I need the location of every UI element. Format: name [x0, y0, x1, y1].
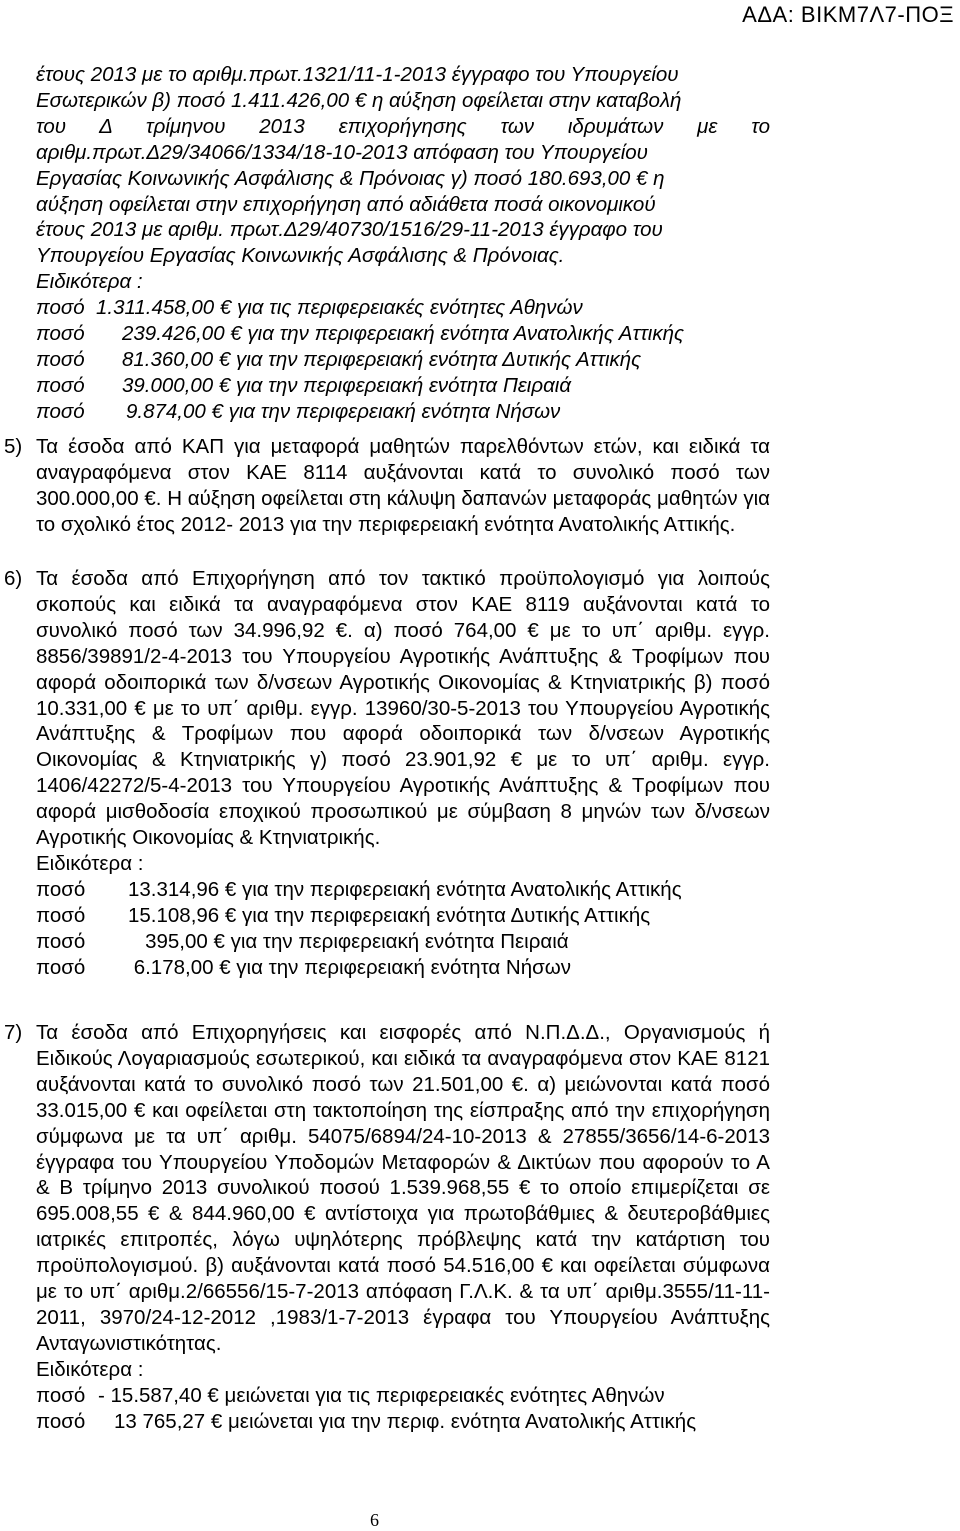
amount-row — [36, 929, 770, 955]
intro-line: Εσωτερικών β) ποσό 1.411.426,00 € η αύξηση οφείλεται στην καταβολή — [36, 88, 682, 112]
section-number: 5) — [4, 435, 23, 458]
intro-line: αριθμ.πρωτ.Δ29/34066/1334/18-10-2013 απόφαση του Υπουργείου — [36, 140, 648, 164]
amount-label: ποσό — [36, 903, 86, 927]
intro-line: του Δ τρίμηνου 2013 επιχορήγησης των ιδρυμάτων με το — [36, 114, 770, 138]
section-7 — [4, 1020, 770, 1435]
amount-row — [36, 399, 770, 425]
amount-row — [36, 903, 770, 929]
amount-text: 39.000,00 € για την περιφερειακή ενότητα Πειραιά — [122, 373, 572, 397]
section-number: 7) — [4, 1021, 23, 1044]
amount-row — [36, 955, 770, 981]
amount-text: 13.314,96 € για την περιφερειακή ενότητα Ανατολικής Αττικής — [128, 877, 682, 901]
amount-text: 81.360,00 € για την περιφερειακή ενότητα Δυτικής Αττικής — [122, 347, 642, 371]
breakdown-heading: Ειδικότερα : — [36, 1357, 144, 1381]
page-number: 6 — [370, 1510, 379, 1530]
ada-header: ΑΔΑ: ΒΙΚΜ7Λ7-ΠΟΞ — [742, 2, 954, 27]
amount-row — [36, 1409, 770, 1435]
amount-row — [36, 321, 770, 347]
section-text: Τα έσοδα από Επιχορηγήσεις και εισφορές από Ν.Π.Δ.Δ., Οργανισμούς ή Ειδικούς Λογαριασμούς εσωτερικού, και ειδικά τα αναγραφόμενα στον ΚΑΕ 8121 αυξάνονται κατά το συνολικό ποσό των 21.501,00 €. α) μειώνονται κατά ποσό 33.015,00 € και οφείλεται στη τακτοποίηση της είσπραξης από την επιχορήγηση σύμφωνα με τα υπ΄ αριθμ. 54075/6894/24-10-2013 & 27855/3656/14-6-2013 έγγραφα του Υπουργείου Υποδομών Μεταφορών & Δικτύων που αφορούν το Α & Β τρίμηνο 2013 συνολικού ποσού 1.539.968,55 € το οποίο επιμερίζεται σε 695.008,55 € & 844.960,00 € αντίστοιχα για πρωτοβάθμιες & δευτεροβάθμιες ιατρικές επιτροπές, λόγω υψηλότερης πρόβλεψης κατά την κατάρτιση του προϋπολογισμού. β) αυξάνονται κατά ποσό 54.516,00 € και οφείλεται σύμφωνα με το υπ΄ αριθμ.2/66556/15-7-2013 απόφαση Γ.Λ.Κ. & τα υπ΄ αριθμ.3555/11-11-2011, 3970/24-12-2012 ,1983/1-7-2013 έγραφα του Υπουργείου Ανάπτυξης Ανταγωνιστικότητας. — [36, 1021, 770, 1355]
breakdown-heading: Ειδικότερα : — [36, 851, 144, 875]
amount-text: 239.426,00 € για την περιφερειακή ενότητα Ανατολικής Αττικής — [122, 322, 684, 346]
intro-paragraph — [36, 62, 770, 425]
section-text: Τα έσοδα από Επιχορήγηση από τον τακτικό προϋπολογισμό για λοιπούς σκοπούς και ειδικά τα αναγραφόμενα στον ΚΑΕ 8119 αυξάνονται κατά το συνολικό ποσό των 34.996,92 €. α) ποσό 764,00 € με το υπ΄ αριθμ. εγγρ. 8856/39891/2-4-2013 του Υπουργείου Αγροτικής Ανάπτυξης & Τροφίμων που αφορά οδοιπορικά των δ/νσεων Αγροτικής Οικονομίας & Κτηνιατρικής β) ποσό 10.331,00 € με το υπ΄ αριθμ. εγγρ. 13960/30-5-2013 του Υπουργείου Αγροτικής Ανάπτυξης & Τροφίμων που αφορά οδοιπορικά των δ/νσεων Αγροτικής Οικονομίας & Κτηνιατρικής γ) ποσό 23.901,92 € με το υπ΄ αριθμ. εγγρ. 1406/42272/5-4-2013 του Υπουργείου Αγροτικής Ανάπτυξης & Τροφίμων που αφορά μισθοδοσία εποχικού προσωπικού με σύμβαση 8 μηνών των δ/νσεων Αγροτικής Οικονομίας & Κτηνιατρικής. — [36, 567, 770, 850]
amount-row — [36, 347, 770, 373]
amount-text: 9.874,00 € για την περιφερειακή ενότητα Νήσων — [126, 399, 561, 423]
amount-text: 395,00 € για την περιφερειακή ενότητα Πειραιά — [128, 929, 569, 953]
amount-label: ποσό — [36, 347, 85, 371]
amount-row — [36, 295, 770, 321]
section-5 — [4, 434, 770, 538]
amount-text: 15.108,96 € για την περιφερειακή ενότητα Δυτικής Αττικής — [128, 903, 651, 927]
breakdown-heading: Ειδικότερα : — [36, 270, 143, 294]
section-number: 6) — [4, 567, 23, 590]
amount-row — [36, 1383, 770, 1409]
section-text: Τα έσοδα από ΚΑΠ για μεταφορά μαθητών παρελθόντων ετών, και ειδικά τα αναγραφόμενα στον ΚΑΕ 8114 αυξάνονται κατά το συνολικό ποσό των 300.000,00 €. Η αύξηση οφείλεται στη κάλυψη δαπανών μεταφοράς μαθητών για το σχολικό έτος 2012- 2013 για την περιφερειακή ενότητα Ανατολικής Αττικής. — [36, 435, 770, 536]
amount-row — [36, 877, 770, 903]
intro-line: έτους 2013 με το αριθμ.πρωτ.1321/11-1-2013 έγγραφο του Υπουργείου — [36, 63, 679, 86]
amount-text: - 15.587,40 € μειώνεται για τις περιφερειακές ενότητες Αθηνών — [98, 1383, 665, 1407]
amount-text: 13 765,27 € μειώνεται για την περιφ. ενότητα Ανατολικής Αττικής — [114, 1409, 697, 1433]
amount-row — [36, 373, 770, 399]
amount-text: 6.178,00 € για την περιφερειακή ενότητα Νήσων — [128, 955, 572, 979]
amount-label: ποσό — [36, 399, 85, 423]
amount-label: ποσό — [36, 322, 85, 346]
amount-label: ποσό — [36, 373, 85, 397]
amount-label: ποσό — [36, 929, 86, 953]
amount-text: 1.311.458,00 € για τις περιφερειακές ενότητες Αθηνών — [96, 296, 583, 320]
intro-line: Εργασίας Κοινωνικής Ασφάλισης & Πρόνοιας γ) ποσό 180.693,00 € η — [36, 166, 665, 190]
intro-line: αύξηση οφείλεται στην επιχορήγηση από αδιάθετα ποσά οικονομικού — [36, 192, 656, 216]
amount-label: ποσό — [36, 296, 85, 320]
amount-label: ποσό — [36, 877, 86, 901]
section-6 — [4, 566, 770, 981]
amount-label: ποσό — [36, 1383, 86, 1407]
intro-line: έτους 2013 με αριθμ. πρωτ.Δ29/40730/1516/29-11-2013 έγγραφο του — [36, 218, 663, 242]
amount-label: ποσό — [36, 1409, 86, 1433]
intro-line: Υπουργείου Εργασίας Κοινωνικής Ασφάλισης & Πρόνοιας. — [36, 244, 565, 268]
amount-label: ποσό — [36, 955, 86, 979]
